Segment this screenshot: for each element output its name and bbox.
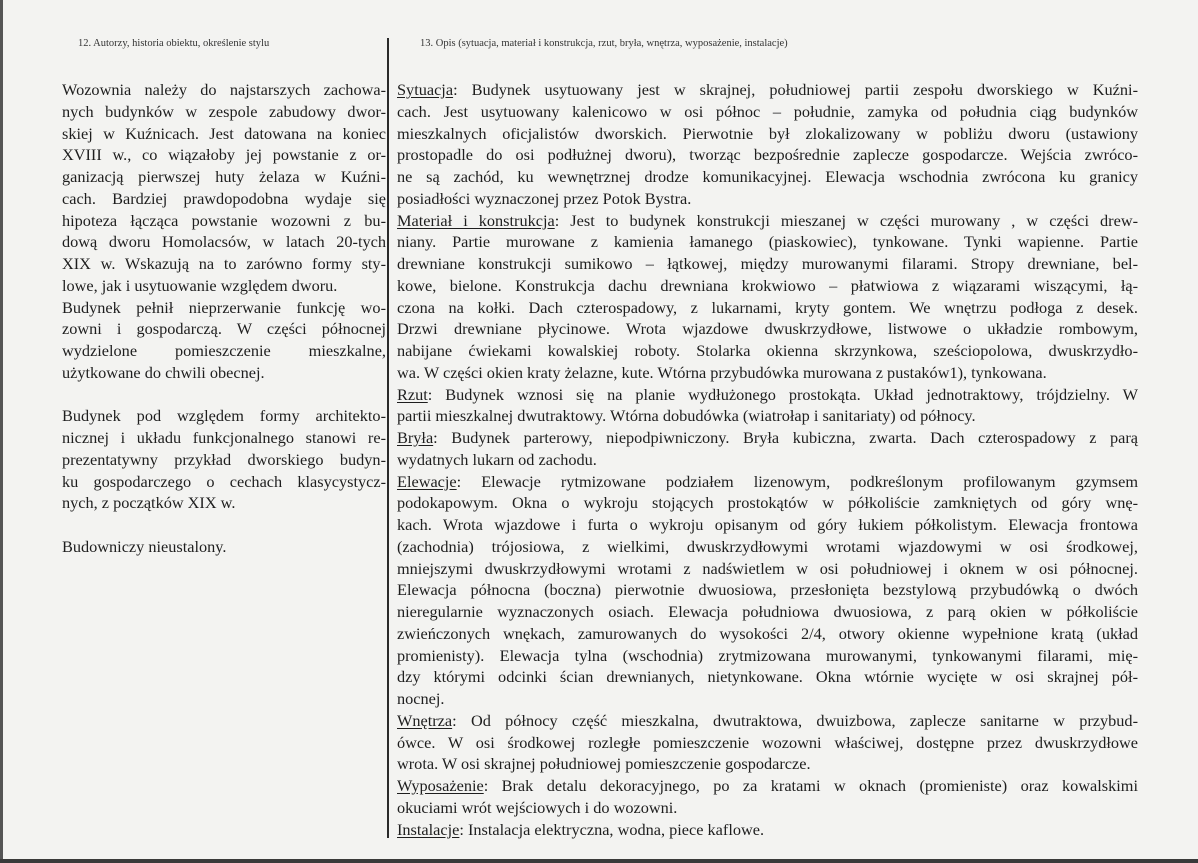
- text-line: kowe, bielone. Konstrukcja dachu drewniana krokwiowo – płatwiowa z wiązarami wiszącymi, łą-: [397, 275, 1138, 295]
- text-line: mniejszymi dwuskrzydłowymi wrotami z nadświetlem w osi południowej i oknem w osi północnej.: [397, 558, 1138, 578]
- scan-edge-left: [0, 0, 3, 863]
- text-line: cach. Bardziej prawdopodobna wydaje się: [62, 188, 386, 208]
- section-label: Rzut: [397, 384, 428, 404]
- text-line: Budowniczy nieustalony.: [62, 536, 227, 556]
- section-label: Elewacje: [397, 471, 457, 491]
- text-line: [397, 79, 1138, 101]
- text-line: [397, 710, 1138, 732]
- text-line: nicznej i układu funkcjonalnego stanowi re-: [62, 428, 386, 447]
- section-text: : Brak detalu dekoracyjnego, po za kratami w oknach (promieniste) oraz kowalskimi: [483, 776, 1138, 795]
- text-line: (zachodnia) trójosiowa, z wielkimi, dwuskrzydłowymi wrotami wjazdowymi w osi środkowej,: [397, 536, 1138, 556]
- section-bryła: [397, 427, 1138, 471]
- section-text: : Budynek parterowy, niepodpiwniczony. Bryła kubiczna, zwarta. Dach czterospadowy z parą: [433, 428, 1138, 447]
- section-text: : Budynek usytuowany jest w skrajnej, południowej partii zespołu dworskiego w Kuźni-: [453, 80, 1138, 99]
- section-instalacje: [397, 819, 1138, 841]
- text-line: lowe, jak i usytuowanie względem dworu.: [62, 275, 338, 295]
- section-rzut: [397, 384, 1138, 428]
- text-line: skiej w Kuźnicach. Jest datowana na koniec: [62, 123, 386, 143]
- text-line: czona na kołki. Dach czterospadowy, z lukarnami, kryty gontem. We wnętrzu podłoga z desek.: [397, 297, 1138, 317]
- text-line: zowni i gospodarczą. W części północnej: [62, 319, 386, 339]
- text-line: okuciami wrót wejściowych i do wozowni.: [397, 797, 678, 817]
- text-line: mieszkalnych oficjalistów dworskich. Pierwotnie był zlokalizowany w pobliżu dworu (ustawiony: [397, 123, 1138, 143]
- text-line: dzy którymi odcinki ścian drewnianych, nietynkowane. Okna wtórnie wycięte w osi skrajnej pół-: [397, 667, 1138, 687]
- text-line: użytkowane do chwili obecnej.: [62, 362, 265, 382]
- text-line: hipoteza łącząca powstanie wozowni z bu-: [62, 210, 386, 230]
- section-text: : Od północy część mieszkalna, dwutraktowa, dwuizbowa, zaplecze sanitarne w przybud-: [452, 710, 1138, 730]
- section-label: Wyposażenie: [397, 776, 484, 795]
- text-line: promienisty). Elewacja tylna (wschodnia) zrytmizowana murowanymi, tynkowanymi filarami, mię-: [397, 645, 1138, 665]
- text-line: kach. Wrota wjazdowe i furta o wykroju opisanym od góry łukiem półkolistym. Elewacja frontowa: [397, 515, 1138, 534]
- right-column-description: [397, 79, 1138, 840]
- text-line: Wozownia należy do najstarszych zachowa-: [62, 80, 386, 99]
- text-line: ku gospodarczego o cechach klasycystycz-: [62, 471, 386, 491]
- text-line: nabijane ćwiekami kowalskiej roboty. Stolarka okienna skrzynkowa, sześciopolowa, dwuskrzydło-: [397, 341, 1138, 360]
- section-label: Instalacje: [397, 819, 460, 839]
- scan-edge-bottom: [0, 859, 1198, 863]
- text-line: [397, 775, 1138, 797]
- section-sytuacja: [397, 79, 1138, 210]
- text-line: [397, 210, 1138, 232]
- section-label: Materiał i konstrukcja: [397, 210, 555, 230]
- text-line: partii mieszkalnej dwutraktowy. Wtórna dobudówka (wiatrołap i sanitariaty) od północy.: [397, 406, 976, 426]
- history-paragraph: [62, 79, 386, 297]
- text-line: dową dworu Homolacsów, w latach 20-tych: [62, 232, 386, 252]
- section-label: Sytuacja: [397, 80, 454, 99]
- section-text: : Budynek wznosi się na planie wydłużonego prostokąta. Układ jednotraktowy, trójdzielny. W: [427, 384, 1138, 404]
- right-column-header: 13. Opis (sytuacja, materiał i konstrukcja, rzut, bryła, wnętrza, wyposażenie, instalacje): [420, 38, 788, 49]
- paragraph-spacer: [62, 514, 386, 536]
- text-line: ne są zachód, ku wewnętrznej drodze komunikacyjnej. Elewacja wschodnia zwrócona ku granicy: [397, 167, 1138, 186]
- text-line: nych budynków w zespole zabudowy dwor-: [62, 101, 386, 121]
- text-line: XVIII w., co wiązałoby jej powstanie z or-: [62, 145, 386, 165]
- text-line: [397, 819, 1138, 841]
- section-wyposażenie: [397, 775, 1138, 819]
- section-wnętrza: [397, 710, 1138, 775]
- text-line: nych, z początków XIX w.: [62, 493, 236, 513]
- text-line: [397, 427, 1138, 449]
- text-line: XIX w. Wskazują na to zarówno formy sty-: [62, 254, 386, 273]
- text-line: drewniane konstrukcji sumikowo – łątkowej, między murowanymi filarami. Stropy drewniane, bel-: [397, 254, 1138, 273]
- text-line: ówce. W osi środkowej rozległe pomieszczenie wozowni właściwej, dostępne przez dwuskrzydłowe: [397, 732, 1138, 752]
- text-line: [397, 471, 1138, 493]
- section-label: Wnętrza: [397, 710, 453, 730]
- text-line: nocnej.: [397, 689, 445, 708]
- text-line: Budynek pełnił nieprzerwanie funkcję wo-: [62, 297, 386, 317]
- section-label: Bryła: [397, 428, 434, 447]
- text-line: wydatnych lukarn od zachodu.: [397, 449, 597, 469]
- history-paragraph: [62, 297, 386, 384]
- paragraph-spacer: [62, 384, 386, 406]
- text-line: prostopadle do osi podłużnej dworu), tworząc bezpośrednie zaplecze gospodarcze. Wejścia zwróco-: [397, 145, 1138, 165]
- section-elewacje: [397, 471, 1138, 710]
- history-paragraph: [62, 536, 386, 558]
- text-line: ganizacją pierwszej huty żelaza w Kuźni-: [62, 167, 386, 186]
- text-line: posiadłości wyznaczonej przez Potok Bystra.: [397, 188, 692, 208]
- text-line: cach. Jest usytuowany kalenicowo w osi północ – południe, zamyka od południa ciąg budynków: [397, 101, 1138, 121]
- text-line: nieregularnie wyznaczonych osiach. Elewacja południowa dwuosiowa, z parą okien w półkoliście: [397, 602, 1138, 621]
- text-line: Elewacja północna (boczna) pierwotnie dwuosiowa, przesłonięta bezstylową przybudówką o dwóch: [397, 580, 1138, 600]
- text-line: Drzwi drewniane płycinowe. Wrota wjazdowe dwuskrzydłowe, listwowe o układzie rombowym,: [397, 319, 1138, 339]
- column-divider: [387, 38, 389, 838]
- section-materiał-i-konstrukcja: [397, 210, 1138, 384]
- history-paragraph: [62, 405, 386, 514]
- section-text: : Jest to budynek konstrukcji mieszanej w części murowany , w części drew-: [554, 210, 1139, 230]
- left-column-header: 12. Autorzy, historia obiektu, określenie stylu: [78, 38, 270, 49]
- text-line: wrota. W osi skrajnej południowej pomieszczenie gospodarcze.: [397, 754, 811, 774]
- text-line: Budynek pod względem formy architekto-: [62, 406, 386, 426]
- text-line: zwieńczonych wnękach, zamurowanych do wysokości 2/4, otwory okienne wypełnione kratą (układ: [397, 623, 1138, 643]
- text-line: prezentatywny przykład dworskiego budyn-: [62, 449, 386, 469]
- text-line: wa. W części okien kraty żelazne, kute. Wtórna przybudówka murowana z pustaków1), tynkowana.: [397, 362, 1047, 382]
- text-line: niany. Partie murowane z kamienia łamanego (piaskowiec), tynkowane. Tynki wapienne. Partie: [397, 232, 1138, 252]
- left-column-history: [62, 79, 386, 558]
- section-text: : Elewacje rytmizowane podziałem lizenowym, podkreślonym profilowanym gzymsem: [456, 471, 1138, 491]
- text-line: podokapowym. Okna o wykroju stojących prostokątów w półkoliście zamkniętych od góry wnę-: [397, 493, 1138, 513]
- text-line: wydzielone pomieszczenie mieszkalne,: [62, 341, 386, 360]
- text-line: [397, 384, 1138, 406]
- section-text: : Instalacja elektryczna, wodna, piece kaflowe.: [459, 819, 765, 839]
